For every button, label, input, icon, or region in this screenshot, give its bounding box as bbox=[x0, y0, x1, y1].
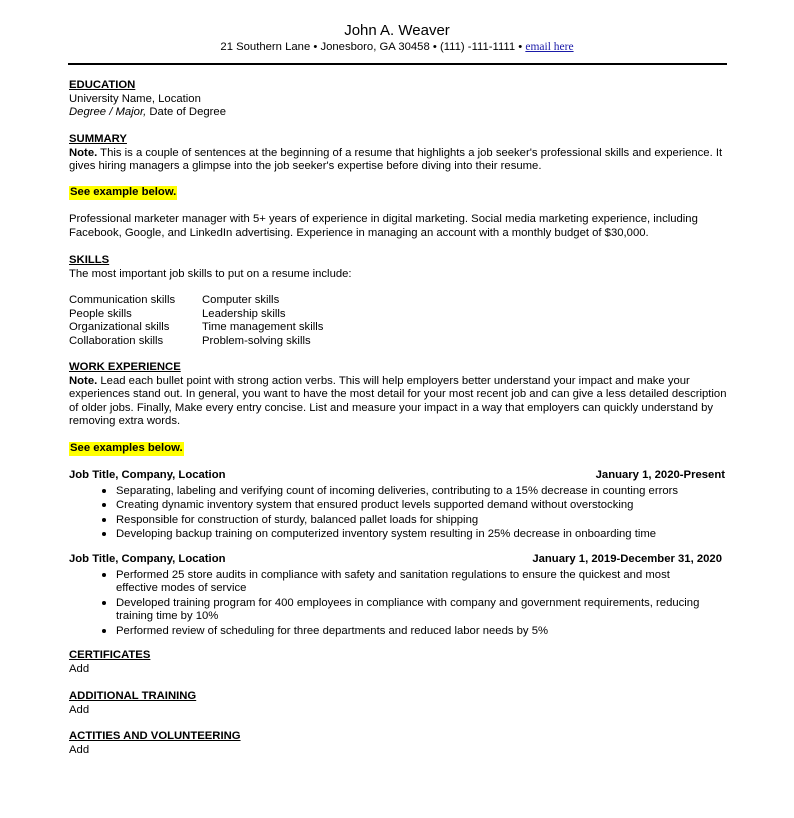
skill-item: Collaboration skills bbox=[69, 334, 164, 347]
header-divider bbox=[68, 63, 727, 65]
skill-item: People skills bbox=[69, 307, 132, 320]
job-entry bbox=[69, 553, 722, 638]
education-heading: EDUCATION bbox=[69, 79, 136, 91]
job-bullets bbox=[69, 568, 722, 639]
summary-example-text: Professional marketer manager with 5+ years of experience in digital marketing. Social media marketing experience, including Facebook, Google, and LinkedIn advertising. Experience in managing an account with a monthly budget of $30,000. bbox=[69, 213, 698, 239]
work-note bbox=[69, 375, 729, 429]
summary-note bbox=[69, 147, 729, 174]
job-header bbox=[69, 553, 722, 567]
summary-note-text: This is a couple of sentences at the beginning of a resume that highlights a job seeker's professional skills and experience. It gives hiring managers a glimpse into the job seeker's expertise before diving into their resume. bbox=[69, 146, 723, 172]
summary-note-label: Note. bbox=[69, 146, 98, 159]
job-dates: January 1, 2019-December 31, 2020 bbox=[532, 553, 722, 565]
email-link[interactable]: email here bbox=[525, 41, 574, 53]
job-bullet: • Performed review of scheduling for three departments and reduced labor needs by 5% bbox=[116, 624, 704, 639]
job-title: Job Title, Company, Location bbox=[69, 553, 226, 565]
skill-item: Time management skills bbox=[202, 321, 324, 333]
job-bullet: • Developed training program for 400 employees in compliance with company and government requirements, reducing training time by 10% bbox=[116, 596, 704, 624]
skill-item: Organizational skills bbox=[69, 321, 170, 333]
job-bullet: • Performed 25 store audits in compliance with safety and sanitation regulations to ensure the quickest and most effective modes of service bbox=[116, 568, 704, 596]
summary-example bbox=[69, 213, 729, 240]
job-title: Job Title, Company, Location bbox=[69, 469, 226, 481]
job-header bbox=[69, 469, 725, 483]
skills-section bbox=[69, 254, 729, 281]
job-bullet: • Developing backup training on computerized inventory system resulting in 25% decrease in onboarding time bbox=[116, 527, 725, 542]
degree-date: Date of Degree bbox=[146, 106, 226, 118]
job-bullet: • Separating, labeling and verifying count of incoming deliveries, contributing to a 15% decrease in counting errors bbox=[116, 484, 725, 499]
certificates-value: Add bbox=[69, 662, 90, 675]
certificates-heading: CERTIFICATES bbox=[69, 649, 151, 661]
skills-grid bbox=[69, 294, 729, 348]
degree-major: Degree / Major, bbox=[69, 106, 147, 118]
work-heading: WORK EXPERIENCE bbox=[69, 361, 181, 373]
summary-heading: SUMMARY bbox=[69, 133, 127, 145]
work-highlight-row bbox=[69, 442, 729, 456]
job-bullet: • Responsible for construction of sturdy, balanced pallet loads for shipping bbox=[116, 513, 725, 528]
job-dates: January 1, 2020-Present bbox=[595, 469, 725, 481]
education-section bbox=[69, 79, 729, 120]
job-bullets bbox=[69, 484, 725, 542]
skills-intro: The most important job skills to put on a resume include: bbox=[69, 267, 352, 280]
work-note-text: Lead each bullet point with strong action verbs. This will help employers better understand your impact and make your experiences stand out. In general, you want to have the most detail for your most recent job and can give a less detailed description of older jobs. Finally, Make every entry concise. List and measure your impact in a way that employers can quickly understand by removing extra words. bbox=[69, 374, 727, 427]
contact-line bbox=[0, 40, 794, 54]
candidate-name: John A. Weaver bbox=[344, 22, 450, 39]
summary-example-highlight: See example below. bbox=[70, 186, 177, 198]
job-bullet: • Creating dynamic inventory system that ensured product levels supported demand without overstocking bbox=[116, 498, 725, 513]
work-example-highlight: See examples below. bbox=[70, 442, 183, 454]
summary-section bbox=[69, 133, 729, 174]
activities-section bbox=[69, 730, 729, 757]
education-degree bbox=[69, 106, 729, 120]
certificates-section bbox=[69, 649, 729, 676]
skill-item: Leadership skills bbox=[202, 307, 286, 320]
work-section bbox=[69, 361, 729, 429]
training-section bbox=[69, 690, 729, 717]
training-heading: ADDITIONAL TRAINING bbox=[69, 690, 197, 702]
skill-item: Computer skills bbox=[202, 294, 280, 306]
training-value: Add bbox=[69, 703, 90, 716]
activities-value: Add bbox=[69, 743, 90, 756]
education-school: University Name, Location bbox=[69, 92, 201, 105]
summary-highlight-row bbox=[69, 186, 729, 200]
contact-details: 21 Southern Lane • Jonesboro, GA 30458 • (111) -111-1111 • bbox=[220, 41, 526, 53]
skill-item: Problem-solving skills bbox=[202, 334, 311, 347]
activities-heading: ACTITIES AND VOLUNTEERING bbox=[69, 730, 241, 742]
work-note-label: Note. bbox=[69, 374, 98, 387]
job-entry bbox=[69, 469, 725, 542]
skills-heading: SKILLS bbox=[69, 254, 110, 266]
skill-item: Communication skills bbox=[69, 294, 176, 306]
